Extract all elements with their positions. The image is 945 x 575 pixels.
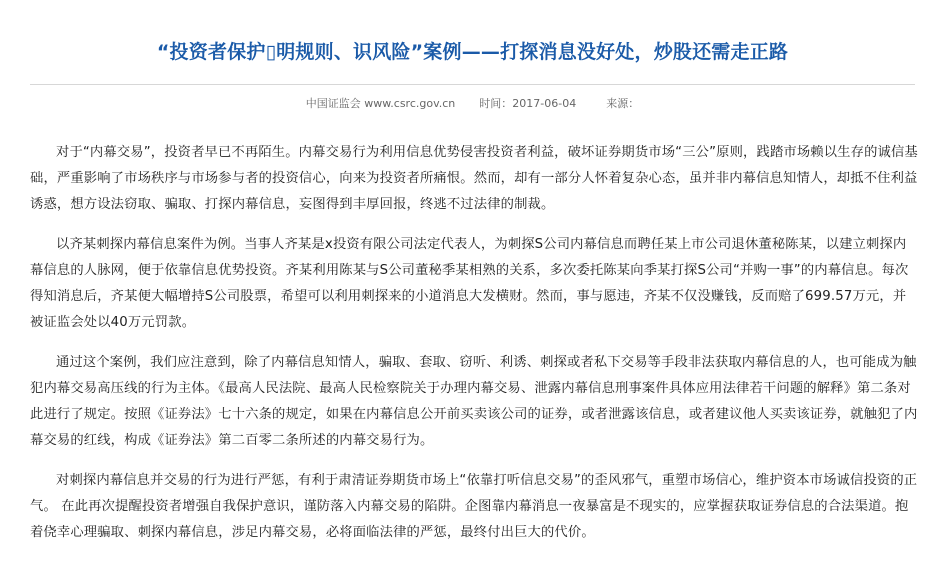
meta-time-value: 2017-06-04 <box>512 97 577 110</box>
paragraph: 以齐某刺探内幕信息案件为例。当事人齐某是x投资有限公司法定代表人，为刺探S公司内幕信息而聘任某上市公司退休董秘陈某，以建立刺探内幕信息的人脉网，便于依靠信息优势投资。齐某利用陈某与S公司董秘季某相熟的关系，多次委托陈某向季某打探S公司“并购一事”的内幕信息。每次得知消息后，齐某便大幅增持S公司股票，希望可以利用刺探来的小道消息大发横财。然而，事与愿违，齐某不仅没赚钱，反而赔了699.57万元，并被证监会处以40万元罚款。 <box>30 237 909 330</box>
meta-source: 中国证监会 www.csrc.gov.cn <box>305 97 456 110</box>
paragraph: 对于“内幕交易”，投资者早已不再陌生。内幕交易行为利用信息优势侵害投资者利益，破坏证券期货市场“三公”原则，践踏市场赖以生存的诚信基础，严重影响了市场秩序与市场参与者的投资信心，向来为投资者所痛恨。然而，却有一部分人怀着复杂心态，虽并非内幕信息知情人，却抵不住利益诱惑，想方设法窃取、骗取、打探内幕信息，妄图得到丰厚回报，终逃不过法律的制裁。 <box>30 145 918 212</box>
paragraph: 对刺探内幕信息并交易的行为进行严惩，有利于肃清证券期货市场上“依靠打听信息交易”的歪风邪气，重塑市场信心，维护资本市场诚信投资的正气。 在此再次提醒投资者增强自我保护意识，谨防落入内幕交易的陷阱。企图靠内幕消息一夜暴富是不现实的，应掌握获取证券信息的合法渠道。抱着侥幸心理骗取、刺探内幕信息，涉足内幕交易，必将面临法律的严惩，最终付出巨大的代价。 <box>30 473 918 540</box>
title-divider <box>30 84 915 85</box>
article-body <box>30 140 919 560</box>
article-title: “投资者保护▯明规则、识风险”案例——打探消息没好处，炒股还需走正路 <box>156 41 789 63</box>
meta-time-label: 时间： <box>479 97 513 110</box>
meta-origin-label: 来源： <box>606 97 640 110</box>
article-meta <box>0 95 945 111</box>
paragraph: 通过这个案例，我们应注意到，除了内幕信息知情人，骗取、套取、窃听、利诱、刺探或者私下交易等手段非法获取内幕信息的人，也可能成为触犯内幕交易高压线的行为主体。《最高人民法院、最高人民检察院关于办理内幕交易、泄露内幕信息刑事案件具体应用法律若干问题的解释》第二条对此进行了规定。按照《证券法》七十六条的规定，如果在内幕信息公开前买卖该公司的证券，或者泄露该信息，或者建议他人买卖该证券，就触犯了内幕交易的红线，构成《证券法》第二百零二条所述的内幕交易行为。 <box>30 355 918 448</box>
